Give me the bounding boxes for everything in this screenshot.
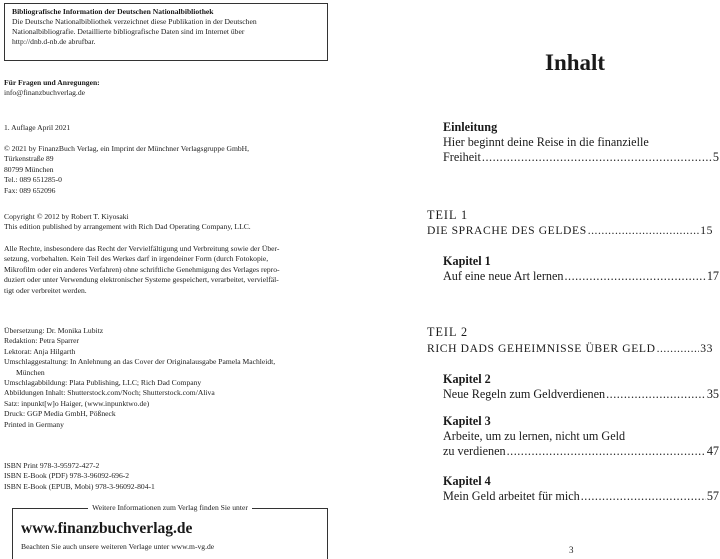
part-2-title: RICH DADS GEHEIMNISSE ÜBER GELD [427, 342, 656, 355]
rights-line: duziert oder unter Verwendung elektronischer Systeme gespeichert, verarbeitet, vervielfäl- [4, 275, 279, 285]
questions-label: Für Fragen und Anregungen: [4, 78, 100, 87]
credit-line: Druck: GGP Media GmbH, Pößneck [4, 409, 116, 419]
table-of-contents-page [345, 0, 720, 559]
rights-line: Alle Rechte, insbesondere das Recht der Vervielfältigung und Verbreitung sowie der Über- [4, 244, 280, 253]
toc-entry-heading: Kapitel 3 [443, 414, 491, 428]
credit-line: Umschlagabbildung: Plata Publishing, LLC; Rich Dad Company [4, 378, 202, 388]
publisher-url-link[interactable]: www.finanzbuchverlag.de [21, 520, 193, 537]
rights-block [4, 244, 332, 296]
credit-line: Lektorat: Anja Hilgarth [4, 346, 76, 356]
publisher-line: Fax: 089 652096 [4, 185, 56, 195]
credit-line: Umschlaggestaltung: In Anlehnung an das Cover der Originalausgabe Pamela Machleidt, [4, 357, 276, 367]
isbn-line: ISBN E-Book (PDF) 978-3-96092-696-2 [4, 471, 130, 481]
edition-text: 1. Auflage April 2021 [4, 123, 71, 132]
toc-entry-row [443, 150, 719, 165]
toc-entry-heading: Kapitel 4 [443, 474, 491, 488]
toc-entry-row [443, 444, 719, 459]
publisher-line: 80799 München [4, 164, 54, 174]
web-intro-wrap [13, 503, 327, 512]
toc-entry-chapter-1[interactable] [443, 254, 719, 284]
toc-leader-dots [588, 224, 699, 237]
toc-entry-row [443, 387, 719, 402]
credit-line: Abbildungen Inhalt: Shutterstock.com/Noch; Shutterstock.com/Aliva [4, 388, 215, 398]
publisher-line: Tel.: 089 651285-0 [4, 175, 62, 185]
toc-entry-heading: Kapitel 2 [443, 372, 491, 386]
bibliographic-info-box [4, 3, 328, 61]
isbn-line: ISBN E-Book (EPUB, Mobi) 978-3-96092-804-1 [4, 481, 155, 491]
isbn-block [4, 461, 332, 492]
part-1-title: DIE SPRACHE DES GELDES [427, 224, 587, 237]
page-title: Inhalt [545, 50, 606, 75]
questions-email: info@finanzbuchverlag.de [4, 88, 85, 98]
toc-entry-chapter-2[interactable] [443, 372, 719, 402]
toc-leader-dots [657, 342, 700, 355]
rights-line: Mikrofilm oder ein anderes Verfahren) ohne schriftliche Genehmigung des Verlages repro- [4, 264, 280, 274]
credit-line: Redaktion: Petra Sparrer [4, 336, 80, 346]
toc-entry-title: Mein Geld arbeitet für mich [443, 489, 580, 503]
copyright-block [4, 212, 332, 233]
toc-entry-title: Arbeite, um zu lernen, nicht um Geld [443, 429, 626, 443]
rights-line: setzung, vorbehalten. Kein Teil des Werkes darf in irgendeiner Form (durch Fotokopie, [4, 254, 269, 264]
toc-entry-title: Neue Regeln zum Geldverdienen [443, 387, 606, 401]
toc-entry-row [443, 489, 719, 504]
credits-block [4, 326, 332, 430]
toc-entry-heading: Kapitel 1 [443, 254, 491, 268]
biblio-title: Bibliografische Information der Deutschen Nationalbibliothek [12, 7, 214, 16]
questions-block [4, 78, 332, 99]
web-note: Beachten Sie auch unsere weiteren Verlage unter www.m-vg.de [21, 542, 215, 551]
toc-entry-chapter-4[interactable] [443, 474, 719, 504]
publisher-line: Türkenstraße 89 [4, 154, 54, 164]
isbn-line: ISBN Print 978-3-95972-427-2 [4, 461, 100, 470]
toc-page-number: 17 [706, 269, 719, 283]
publisher-web-box [12, 503, 328, 559]
toc-page-number: 33 [700, 342, 713, 355]
credit-line: Übersetzung: Dr. Monika Lubitz [4, 326, 104, 335]
toc-entry-intro[interactable] [443, 120, 719, 165]
part-2-label: TEIL 2 [427, 325, 469, 339]
toc-leader-dots [564, 269, 705, 284]
toc-page-number: 35 [706, 387, 719, 401]
toc-entry-row [443, 269, 719, 284]
toc-leader-dots [606, 387, 706, 402]
toc-entry-title: Auf eine neue Art lernen [443, 269, 564, 283]
toc-entry-title-cont: zu verdienen [443, 444, 506, 458]
rights-line: tigt oder verbreitet werden. [4, 285, 87, 295]
imprint-page [0, 0, 345, 559]
biblio-line: Nationalbibliografie. Detaillierte bibliografische Daten sind im Internet über [12, 27, 245, 36]
copyright-line: This edition published by arrangement with Rich Dad Operating Company, LLC. [4, 222, 251, 232]
copyright-line: Copyright © 2012 by Robert T. Kiyosaki [4, 212, 129, 221]
toc-page-number: 15 [700, 224, 713, 237]
toc-leader-dots [507, 444, 706, 459]
toc-leader-dots [482, 150, 712, 165]
page-number: 3 [569, 545, 574, 555]
toc-entry-row [427, 342, 713, 355]
edition-line [4, 123, 332, 133]
toc-leader-dots [581, 489, 706, 504]
biblio-line: Die Deutsche Nationalbibliothek verzeichnet diese Publikation in der Deutschen [12, 17, 257, 26]
publisher-block [4, 144, 332, 196]
credit-line: Satz: inpunkt[w]o Haiger, (www.inpunktwo.de) [4, 398, 150, 408]
toc-entry-title: Hier beginnt deine Reise in die finanzielle [443, 135, 649, 149]
biblio-line: http://dnb.d-nb.de abrufbar. [12, 37, 96, 46]
toc-entry-part-2[interactable] [427, 342, 713, 355]
toc-entry-chapter-3[interactable] [443, 414, 719, 459]
credit-line: Printed in Germany [4, 419, 64, 429]
toc-entry-title-cont: Freiheit [443, 150, 481, 164]
web-intro: Weitere Informationen zum Verlag finden Sie unter [88, 503, 252, 512]
toc-page-number: 57 [706, 489, 719, 503]
toc-entry-part-1[interactable] [427, 224, 713, 237]
publisher-line: © 2021 by FinanzBuch Verlag, ein Imprint der Münchner Verlagsgruppe GmbH, [4, 144, 250, 153]
credit-line: München [16, 367, 45, 377]
toc-entry-row [427, 224, 713, 237]
toc-page-number: 5 [712, 150, 719, 164]
toc-entry-heading: Einleitung [443, 120, 498, 134]
part-1-label: TEIL 1 [427, 208, 469, 222]
toc-page-number: 47 [706, 444, 719, 458]
